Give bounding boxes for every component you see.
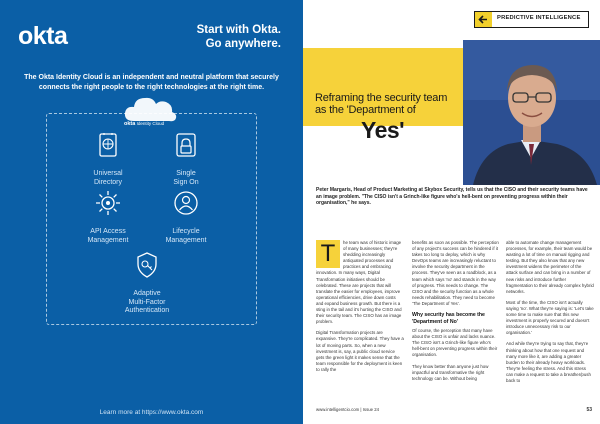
- shield-key-icon: [132, 250, 162, 280]
- feature-label-line: API Access: [90, 228, 126, 235]
- section-arrow: [475, 12, 492, 27]
- feature-universal-directory: [63, 130, 153, 187]
- learn-more-link[interactable]: Learn more at https://www.okta.com: [99, 409, 204, 416]
- subheading: Why security has become the 'Department of No': [412, 312, 485, 325]
- cloud-sub: Identity Cloud: [136, 121, 165, 126]
- article-column-3: [506, 240, 594, 389]
- headline-line-1: Reframing the security team: [315, 92, 448, 104]
- paragraph: able to automate change management processes, for example, their team would be wasting a lot of time on manual rigging and testing. But they also know that any new investment widens the perimeter of the attack surface and can bring in a number of new risks and introduce further fragmentation to their already complex hybrid networks.: [506, 240, 594, 294]
- user-lifecycle-icon: [171, 188, 201, 218]
- cloud-brand: okta: [124, 121, 136, 127]
- ad-intro: The Okta Identity Cloud is an independent and neutral platform that securely connects the right people to the right technologies at the right time.: [24, 74, 279, 91]
- feature-label-line: Universal: [93, 170, 123, 177]
- feature-label-line: Lifecycle: [172, 228, 200, 235]
- section-tag: [474, 11, 589, 28]
- headline-yes: Yes': [361, 117, 405, 143]
- arrow-left-icon: [475, 12, 492, 27]
- ad-tagline: [197, 23, 281, 51]
- article-headline: [315, 92, 465, 116]
- page-number: 53: [586, 407, 592, 413]
- paragraph: Of course, the perception that many have about the CISO is unfair and lacks nuance. The CISO isn't a Grinch-like figure who's hell-bent on preventing progress within their organisation.: [412, 328, 498, 358]
- drop-cap: T: [316, 240, 340, 268]
- feature-adaptive-mfa: [102, 250, 192, 316]
- footer-publication: www.intelligentcio.com | Issue 24: [316, 407, 379, 412]
- okta-logo: okta: [18, 22, 68, 50]
- paragraph: Digital Transformation projects are expansive. They're complicated. They have a lot of moving parts. So, when a new investment is, say, a public cloud service gets the green light it makes sense that the team responsible for the deployment is keen to rally the: [316, 330, 404, 372]
- feature-label-line: Adaptive: [133, 290, 161, 297]
- feature-single-sign-on: [141, 130, 231, 187]
- article-intro: Peter Margaris, Head of Product Marketing at Skybox Security, tells us that the CISO and their security teams have an image problem. "The CISO isn't a Grinch-like figure who's hell-bent on preventing progress within their organisation," he says.: [316, 187, 588, 206]
- directory-icon: [93, 130, 123, 160]
- feature-label-line: Sign On: [173, 178, 199, 186]
- paragraph: They know better than anyone just how impactful and transformative the right technology can be. Without being: [412, 363, 489, 381]
- feature-api-access-management: [63, 188, 153, 245]
- feature-label-line: Management: [165, 236, 207, 244]
- page-footer: [316, 407, 592, 415]
- article-column-2: [412, 240, 500, 387]
- headline-line-2: as the 'Department of: [315, 104, 416, 116]
- ad-tagline-line-2: Go anywhere.: [205, 38, 281, 50]
- ad-tagline-line-1: Start with Okta.: [196, 24, 281, 36]
- paragraph-text: he team was of historic image of many businesses; they're shedding increasingly antiquated processes and practices and embracing innovation. In many ways, Digital Transformation initiatives should be celebrated. These are projects that will translate the easier for employees, improve operational efficiencies, drive down costs and expand business growth. But there is a sting in the tail and it's hurting the CISO and their security team. The CISO has an image problem.: [316, 240, 402, 325]
- feature-lifecycle-management: [141, 188, 231, 245]
- paragraph: And while they're trying to say that, they're thinking about how that one request and many more like it, are adding a greater burden to their already heavy workloads. They're feeling the stress. And this stress can make a request to take a breather/push back to: [506, 341, 591, 383]
- feature-label-line: Multi-Factor: [128, 298, 166, 306]
- paragraph: [316, 240, 404, 325]
- api-gear-icon: [93, 188, 123, 218]
- feature-label-line: Directory: [93, 178, 122, 186]
- paragraph: Most of the time, the CISO isn't actually saying 'no'. What they're saying is: 'Let's take some time to make sure that this new investment is properly secured and doesn't introduce unnecessary risk to our organisation.': [506, 299, 594, 336]
- feature-label-line: Single: [176, 170, 196, 177]
- lock-icon: [171, 130, 201, 160]
- paragraph: benefits as soon as possible. The perception of any project's success can be hindered if it takes too long to deploy, which is why DevOps teams are increasingly reluctant to involve the security department in the process. They've seen as a roadblock, as a team which says 'no' and stands in the way of progress. This needs to change. The CISO and the security function as a whole needs rehabilitation. They need to become 'The Department of Yes'.: [412, 240, 499, 306]
- portrait-photo: [463, 40, 600, 185]
- feature-label-line: Authentication: [124, 307, 170, 314]
- article-column-1: [316, 240, 404, 378]
- identity-cloud-label: [124, 121, 184, 127]
- feature-label-line: Management: [87, 236, 129, 244]
- article-page: [303, 0, 600, 424]
- section-tag-label: PREDICTIVE INTELLIGENCE: [497, 15, 581, 21]
